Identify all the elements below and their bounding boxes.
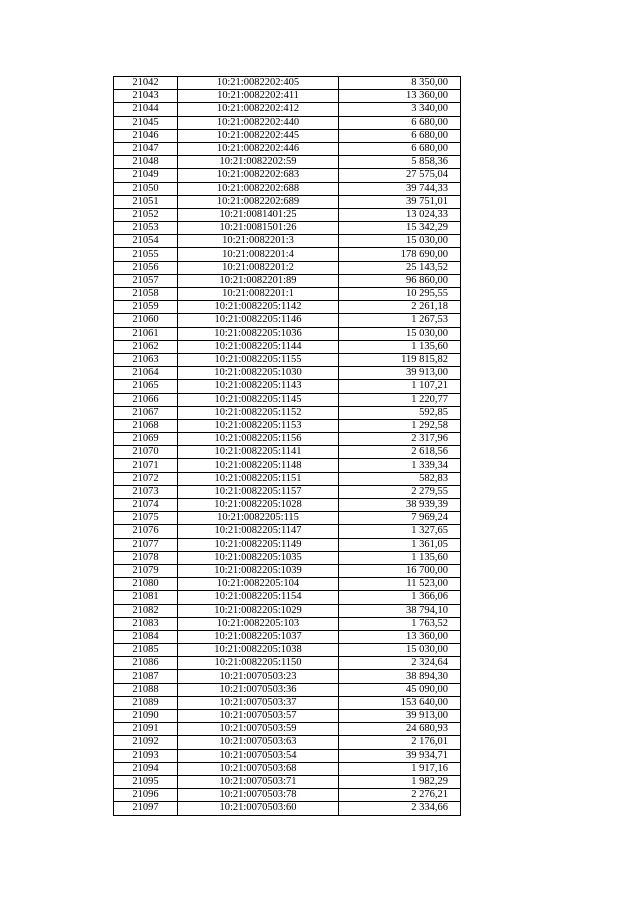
table-row bbox=[114, 499, 461, 512]
amount-cell: 15 030,00 bbox=[339, 644, 461, 657]
row-number-cell: 21058 bbox=[114, 288, 178, 301]
cadastral-number-cell: 10:21:0082205:1151 bbox=[178, 472, 339, 485]
amount-cell: 592,85 bbox=[339, 406, 461, 419]
table-row bbox=[114, 736, 461, 749]
row-number-cell: 21079 bbox=[114, 564, 178, 577]
amount-cell: 10 295,55 bbox=[339, 288, 461, 301]
amount-cell: 3 340,00 bbox=[339, 103, 461, 116]
row-number-cell: 21050 bbox=[114, 182, 178, 195]
amount-cell: 1 361,05 bbox=[339, 538, 461, 551]
cadastral-number-cell: 10:21:0082201:89 bbox=[178, 274, 339, 287]
amount-cell: 6 680,00 bbox=[339, 116, 461, 129]
data-table bbox=[113, 76, 461, 816]
cadastral-number-cell: 10:21:0082205:1150 bbox=[178, 657, 339, 670]
table-row bbox=[114, 644, 461, 657]
amount-cell: 1 917,16 bbox=[339, 762, 461, 775]
table-row bbox=[114, 129, 461, 142]
table-row bbox=[114, 670, 461, 683]
cadastral-number-cell: 10:21:0082201:3 bbox=[178, 235, 339, 248]
cadastral-number-cell: 10:21:0082205:1039 bbox=[178, 564, 339, 577]
amount-cell: 1 292,58 bbox=[339, 419, 461, 432]
table-row bbox=[114, 525, 461, 538]
table-row bbox=[114, 142, 461, 155]
row-number-cell: 21086 bbox=[114, 657, 178, 670]
cadastral-number-cell: 10:21:0082202:405 bbox=[178, 77, 339, 90]
row-number-cell: 21060 bbox=[114, 314, 178, 327]
table-row bbox=[114, 775, 461, 788]
amount-cell: 7 969,24 bbox=[339, 512, 461, 525]
amount-cell: 582,83 bbox=[339, 472, 461, 485]
table-body bbox=[114, 77, 461, 816]
row-number-cell: 21066 bbox=[114, 393, 178, 406]
cadastral-number-cell: 10:21:0070503:57 bbox=[178, 710, 339, 723]
table-row bbox=[114, 789, 461, 802]
cadastral-number-cell: 10:21:0082205:1036 bbox=[178, 327, 339, 340]
row-number-cell: 21081 bbox=[114, 591, 178, 604]
cadastral-number-cell: 10:21:0070503:59 bbox=[178, 723, 339, 736]
row-number-cell: 21093 bbox=[114, 749, 178, 762]
cadastral-number-cell: 10:21:0082201:1 bbox=[178, 288, 339, 301]
row-number-cell: 21072 bbox=[114, 472, 178, 485]
table-row bbox=[114, 617, 461, 630]
table-row bbox=[114, 393, 461, 406]
amount-cell: 2 276,21 bbox=[339, 789, 461, 802]
cadastral-number-cell: 10:21:0082205:1035 bbox=[178, 551, 339, 564]
table-row bbox=[114, 723, 461, 736]
table-row bbox=[114, 222, 461, 235]
row-number-cell: 21049 bbox=[114, 169, 178, 182]
amount-cell: 16 700,00 bbox=[339, 564, 461, 577]
cadastral-number-cell: 10:21:0070503:23 bbox=[178, 670, 339, 683]
row-number-cell: 21069 bbox=[114, 433, 178, 446]
row-number-cell: 21085 bbox=[114, 644, 178, 657]
table-row bbox=[114, 406, 461, 419]
cadastral-number-cell: 10:21:0082205:1030 bbox=[178, 367, 339, 380]
cadastral-number-cell: 10:21:0082205:1146 bbox=[178, 314, 339, 327]
table-row bbox=[114, 604, 461, 617]
row-number-cell: 21051 bbox=[114, 195, 178, 208]
cadastral-number-cell: 10:21:0082205:1029 bbox=[178, 604, 339, 617]
row-number-cell: 21097 bbox=[114, 802, 178, 815]
table-row bbox=[114, 485, 461, 498]
cadastral-number-cell: 10:21:0082202:683 bbox=[178, 169, 339, 182]
table-row bbox=[114, 156, 461, 169]
table-row bbox=[114, 116, 461, 129]
cadastral-number-cell: 10:21:0082202:446 bbox=[178, 142, 339, 155]
amount-cell: 1 220,77 bbox=[339, 393, 461, 406]
table-row bbox=[114, 301, 461, 314]
table-row bbox=[114, 657, 461, 670]
cadastral-number-cell: 10:21:0070503:36 bbox=[178, 683, 339, 696]
amount-cell: 39 744,33 bbox=[339, 182, 461, 195]
cadastral-number-cell: 10:21:0082205:1149 bbox=[178, 538, 339, 551]
table-row bbox=[114, 90, 461, 103]
table-row bbox=[114, 472, 461, 485]
amount-cell: 25 143,52 bbox=[339, 261, 461, 274]
amount-cell: 11 523,00 bbox=[339, 578, 461, 591]
cadastral-number-cell: 10:21:0082205:1037 bbox=[178, 630, 339, 643]
table-row bbox=[114, 802, 461, 815]
row-number-cell: 21074 bbox=[114, 499, 178, 512]
table-row bbox=[114, 749, 461, 762]
row-number-cell: 21095 bbox=[114, 775, 178, 788]
table-row bbox=[114, 419, 461, 432]
amount-cell: 39 913,00 bbox=[339, 710, 461, 723]
amount-cell: 6 680,00 bbox=[339, 142, 461, 155]
cadastral-number-cell: 10:21:0082205:1153 bbox=[178, 419, 339, 432]
row-number-cell: 21087 bbox=[114, 670, 178, 683]
row-number-cell: 21077 bbox=[114, 538, 178, 551]
table-row bbox=[114, 380, 461, 393]
cadastral-number-cell: 10:21:0082202:440 bbox=[178, 116, 339, 129]
cadastral-number-cell: 10:21:0070503:54 bbox=[178, 749, 339, 762]
amount-cell: 1 135,60 bbox=[339, 340, 461, 353]
amount-cell: 5 858,36 bbox=[339, 156, 461, 169]
row-number-cell: 21089 bbox=[114, 696, 178, 709]
cadastral-number-cell: 10:21:0082205:1142 bbox=[178, 301, 339, 314]
amount-cell: 2 618,56 bbox=[339, 446, 461, 459]
cadastral-number-cell: 10:21:0082205:1152 bbox=[178, 406, 339, 419]
table-row bbox=[114, 77, 461, 90]
table-row bbox=[114, 353, 461, 366]
row-number-cell: 21082 bbox=[114, 604, 178, 617]
amount-cell: 1 267,53 bbox=[339, 314, 461, 327]
amount-cell: 1 982,29 bbox=[339, 775, 461, 788]
row-number-cell: 21094 bbox=[114, 762, 178, 775]
table-row bbox=[114, 446, 461, 459]
amount-cell: 38 894,30 bbox=[339, 670, 461, 683]
table-row bbox=[114, 459, 461, 472]
amount-cell: 15 342,29 bbox=[339, 222, 461, 235]
row-number-cell: 21053 bbox=[114, 222, 178, 235]
cadastral-number-cell: 10:21:0082201:4 bbox=[178, 248, 339, 261]
row-number-cell: 21047 bbox=[114, 142, 178, 155]
cadastral-number-cell: 10:21:0082205:1147 bbox=[178, 525, 339, 538]
table-row bbox=[114, 235, 461, 248]
row-number-cell: 21055 bbox=[114, 248, 178, 261]
cadastral-number-cell: 10:21:0070503:37 bbox=[178, 696, 339, 709]
amount-cell: 39 751,01 bbox=[339, 195, 461, 208]
table-row bbox=[114, 274, 461, 287]
row-number-cell: 21061 bbox=[114, 327, 178, 340]
row-number-cell: 21062 bbox=[114, 340, 178, 353]
table-row bbox=[114, 208, 461, 221]
row-number-cell: 21045 bbox=[114, 116, 178, 129]
row-number-cell: 21046 bbox=[114, 129, 178, 142]
cadastral-number-cell: 10:21:0082205:115 bbox=[178, 512, 339, 525]
amount-cell: 13 360,00 bbox=[339, 630, 461, 643]
amount-cell: 1 107,21 bbox=[339, 380, 461, 393]
cadastral-number-cell: 10:21:0082201:2 bbox=[178, 261, 339, 274]
row-number-cell: 21070 bbox=[114, 446, 178, 459]
table-row bbox=[114, 538, 461, 551]
amount-cell: 1 135,60 bbox=[339, 551, 461, 564]
cadastral-number-cell: 10:21:0082202:445 bbox=[178, 129, 339, 142]
row-number-cell: 21078 bbox=[114, 551, 178, 564]
row-number-cell: 21091 bbox=[114, 723, 178, 736]
row-number-cell: 21052 bbox=[114, 208, 178, 221]
cadastral-number-cell: 10:21:0082202:688 bbox=[178, 182, 339, 195]
table-row bbox=[114, 762, 461, 775]
cadastral-number-cell: 10:21:0082205:1156 bbox=[178, 433, 339, 446]
table-row bbox=[114, 182, 461, 195]
amount-cell: 178 690,00 bbox=[339, 248, 461, 261]
cadastral-number-cell: 10:21:0081401:25 bbox=[178, 208, 339, 221]
cadastral-number-cell: 10:21:0082205:104 bbox=[178, 578, 339, 591]
cadastral-number-cell: 10:21:0070503:78 bbox=[178, 789, 339, 802]
row-number-cell: 21084 bbox=[114, 630, 178, 643]
table-row bbox=[114, 564, 461, 577]
amount-cell: 24 680,93 bbox=[339, 723, 461, 736]
table-row bbox=[114, 248, 461, 261]
row-number-cell: 21068 bbox=[114, 419, 178, 432]
row-number-cell: 21080 bbox=[114, 578, 178, 591]
cadastral-number-cell: 10:21:0070503:71 bbox=[178, 775, 339, 788]
table-row bbox=[114, 591, 461, 604]
cadastral-number-cell: 10:21:0082205:103 bbox=[178, 617, 339, 630]
amount-cell: 1 763,52 bbox=[339, 617, 461, 630]
table-row bbox=[114, 710, 461, 723]
amount-cell: 153 640,00 bbox=[339, 696, 461, 709]
table-row bbox=[114, 195, 461, 208]
table-row bbox=[114, 630, 461, 643]
table-row bbox=[114, 314, 461, 327]
table-row bbox=[114, 169, 461, 182]
cadastral-number-cell: 10:21:0082205:1155 bbox=[178, 353, 339, 366]
row-number-cell: 21056 bbox=[114, 261, 178, 274]
table-row bbox=[114, 327, 461, 340]
row-number-cell: 21063 bbox=[114, 353, 178, 366]
cadastral-number-cell: 10:21:0070503:68 bbox=[178, 762, 339, 775]
amount-cell: 27 575,04 bbox=[339, 169, 461, 182]
amount-cell: 38 794,10 bbox=[339, 604, 461, 617]
row-number-cell: 21092 bbox=[114, 736, 178, 749]
cadastral-number-cell: 10:21:0082202:59 bbox=[178, 156, 339, 169]
row-number-cell: 21075 bbox=[114, 512, 178, 525]
cadastral-number-cell: 10:21:0070503:60 bbox=[178, 802, 339, 815]
amount-cell: 1 339,34 bbox=[339, 459, 461, 472]
amount-cell: 2 317,96 bbox=[339, 433, 461, 446]
amount-cell: 119 815,82 bbox=[339, 353, 461, 366]
amount-cell: 13 360,00 bbox=[339, 90, 461, 103]
cadastral-number-cell: 10:21:0082202:412 bbox=[178, 103, 339, 116]
row-number-cell: 21073 bbox=[114, 485, 178, 498]
cadastral-number-cell: 10:21:0082205:1028 bbox=[178, 499, 339, 512]
cadastral-number-cell: 10:21:0082205:1157 bbox=[178, 485, 339, 498]
row-number-cell: 21065 bbox=[114, 380, 178, 393]
amount-cell: 2 261,18 bbox=[339, 301, 461, 314]
row-number-cell: 21076 bbox=[114, 525, 178, 538]
row-number-cell: 21088 bbox=[114, 683, 178, 696]
row-number-cell: 21057 bbox=[114, 274, 178, 287]
amount-cell: 39 913,00 bbox=[339, 367, 461, 380]
amount-cell: 2 334,66 bbox=[339, 802, 461, 815]
cadastral-number-cell: 10:21:0082205:1141 bbox=[178, 446, 339, 459]
table-row bbox=[114, 551, 461, 564]
cadastral-number-cell: 10:21:0082205:1148 bbox=[178, 459, 339, 472]
cadastral-number-cell: 10:21:0082202:411 bbox=[178, 90, 339, 103]
cadastral-number-cell: 10:21:0082205:1154 bbox=[178, 591, 339, 604]
amount-cell: 8 350,00 bbox=[339, 77, 461, 90]
table-row bbox=[114, 512, 461, 525]
row-number-cell: 21090 bbox=[114, 710, 178, 723]
row-number-cell: 21067 bbox=[114, 406, 178, 419]
cadastral-number-cell: 10:21:0082202:689 bbox=[178, 195, 339, 208]
row-number-cell: 21048 bbox=[114, 156, 178, 169]
cadastral-number-cell: 10:21:0082205:1038 bbox=[178, 644, 339, 657]
cadastral-number-cell: 10:21:0082205:1145 bbox=[178, 393, 339, 406]
table-row bbox=[114, 103, 461, 116]
amount-cell: 15 030,00 bbox=[339, 235, 461, 248]
cadastral-number-cell: 10:21:0070503:63 bbox=[178, 736, 339, 749]
amount-cell: 2 176,01 bbox=[339, 736, 461, 749]
amount-cell: 45 090,00 bbox=[339, 683, 461, 696]
amount-cell: 2 279,55 bbox=[339, 485, 461, 498]
row-number-cell: 21043 bbox=[114, 90, 178, 103]
table-row bbox=[114, 261, 461, 274]
table-row bbox=[114, 288, 461, 301]
table-row bbox=[114, 696, 461, 709]
amount-cell: 15 030,00 bbox=[339, 327, 461, 340]
row-number-cell: 21083 bbox=[114, 617, 178, 630]
amount-cell: 1 366,06 bbox=[339, 591, 461, 604]
table-row bbox=[114, 433, 461, 446]
row-number-cell: 21054 bbox=[114, 235, 178, 248]
table-row bbox=[114, 340, 461, 353]
row-number-cell: 21059 bbox=[114, 301, 178, 314]
row-number-cell: 21042 bbox=[114, 77, 178, 90]
row-number-cell: 21071 bbox=[114, 459, 178, 472]
amount-cell: 2 324,64 bbox=[339, 657, 461, 670]
amount-cell: 6 680,00 bbox=[339, 129, 461, 142]
row-number-cell: 21096 bbox=[114, 789, 178, 802]
amount-cell: 1 327,65 bbox=[339, 525, 461, 538]
table-row bbox=[114, 683, 461, 696]
amount-cell: 39 934,71 bbox=[339, 749, 461, 762]
table-row bbox=[114, 578, 461, 591]
cadastral-number-cell: 10:21:0081501:26 bbox=[178, 222, 339, 235]
amount-cell: 13 024,33 bbox=[339, 208, 461, 221]
amount-cell: 38 939,39 bbox=[339, 499, 461, 512]
amount-cell: 96 860,00 bbox=[339, 274, 461, 287]
table-row bbox=[114, 367, 461, 380]
row-number-cell: 21064 bbox=[114, 367, 178, 380]
row-number-cell: 21044 bbox=[114, 103, 178, 116]
cadastral-number-cell: 10:21:0082205:1143 bbox=[178, 380, 339, 393]
cadastral-number-cell: 10:21:0082205:1144 bbox=[178, 340, 339, 353]
